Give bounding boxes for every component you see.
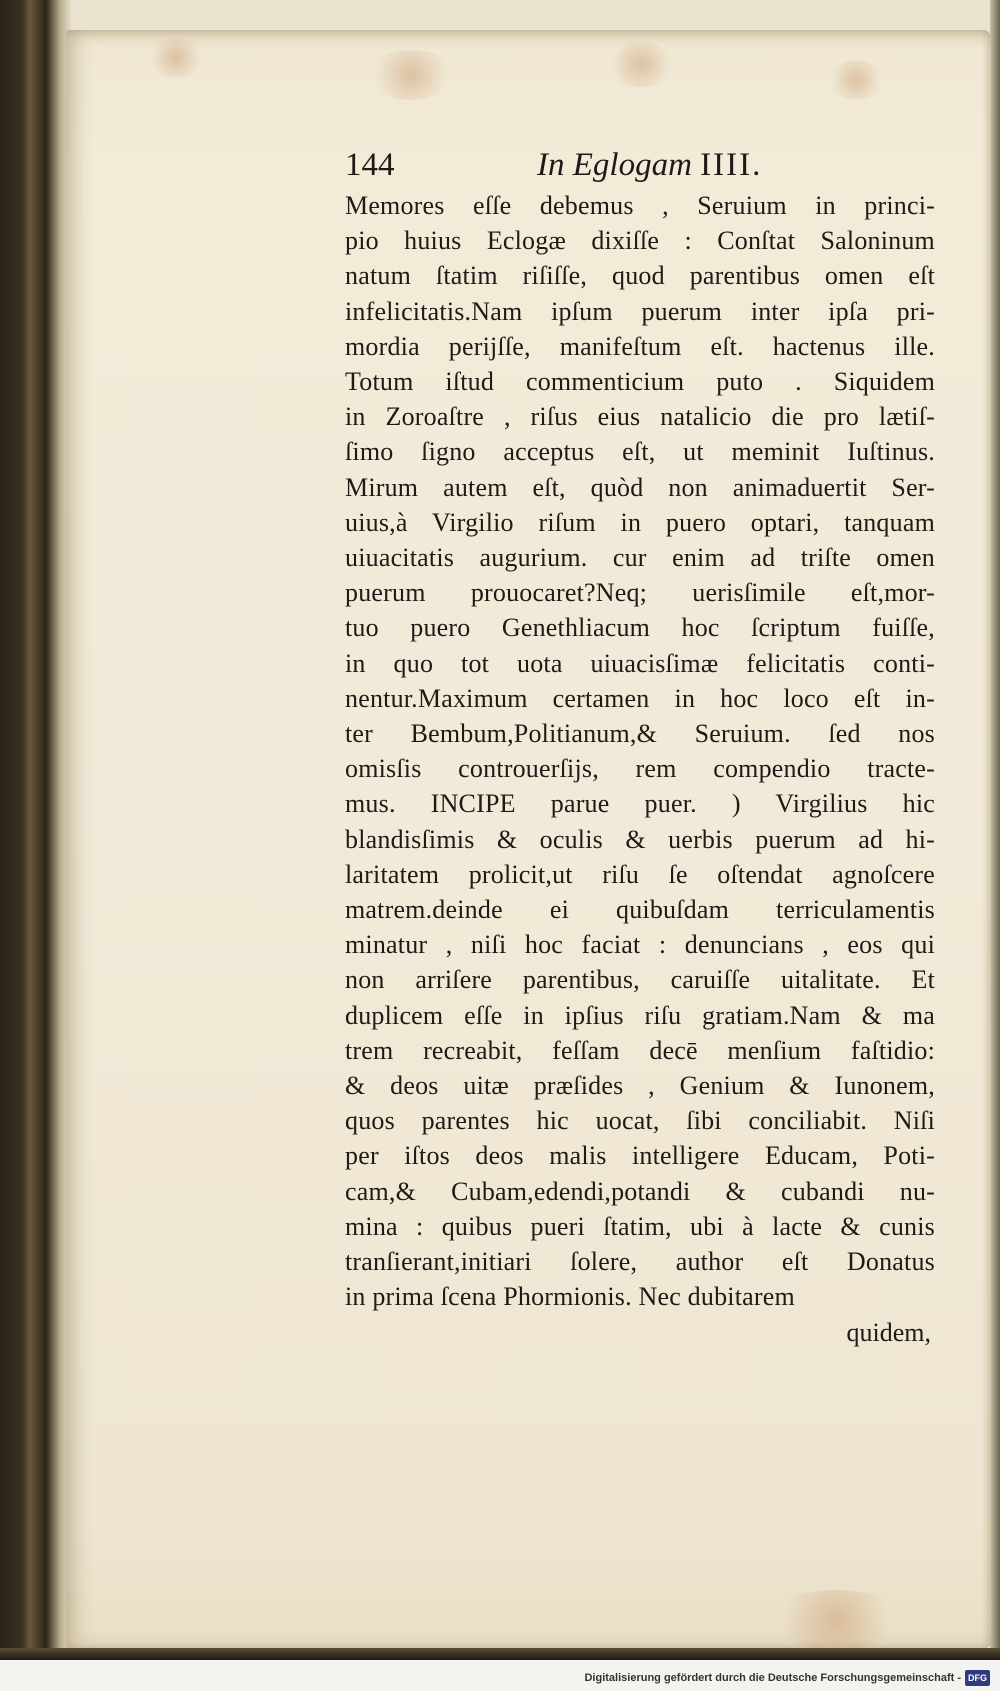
text-line: pio huius Eclogæ dixiſſe : Conſtat Saloninum xyxy=(345,226,935,256)
foxing-stain xyxy=(766,1590,906,1648)
text-line: quos parentes hic uocat, ſibi conciliabit. Niſi xyxy=(345,1106,935,1136)
dfg-logo: DFG xyxy=(965,1670,990,1686)
text-line: in quo tot uota uiuacisſimæ felicitatis conti- xyxy=(345,648,935,678)
text-line: in Zoroaſtre , riſus eius natalicio die pro lætiſ- xyxy=(345,402,935,432)
text-line: blandisſimis & oculis & uerbis puerum ad hi- xyxy=(345,824,935,854)
text-line: ſimo ſigno acceptus eſt, ut meminit Iuſtinus. xyxy=(345,437,935,467)
text-line: minatur , niſi hoc faciat : denuncians , eos qui xyxy=(345,930,935,960)
text-line: tuo puero Genethliacum hoc ſcriptum fuiſſe, xyxy=(345,613,935,643)
text-line: mordia perijſſe, manifeſtum eſt. hactenus ille. xyxy=(345,331,935,361)
text-line: tranſierant,initiari ſolere, author eſt Donatus xyxy=(345,1247,935,1277)
text-line: non arriſere parentibus, caruiſſe uitalitate. Et xyxy=(345,965,935,995)
text-line: in prima ſcena Phormionis. Nec dubitarem xyxy=(345,1282,795,1312)
text-line: puerum prouocaret?Neq; uerisſimile eſt,mor- xyxy=(345,578,935,608)
foxing-stain xyxy=(606,42,676,87)
body-text xyxy=(345,188,935,1315)
running-head xyxy=(345,142,935,188)
text-line: natum ſtatim riſiſſe, quod parentibus omen eſt xyxy=(345,261,935,291)
foxing-stain xyxy=(146,38,206,78)
text-line: ter Bembum,Politianum,& Seruium. ſed nos xyxy=(345,719,935,749)
text-line: per iſtos deos malis intelligere Educam, Poti- xyxy=(345,1141,935,1171)
book-right-edge xyxy=(990,0,1000,1660)
text-line: & deos uitæ præſides , Genium & Iunonem, xyxy=(345,1071,935,1101)
foxing-stain xyxy=(826,60,886,100)
catchword: quidem, xyxy=(846,1317,931,1347)
text-line: mus. INCIPE parue puer. ) Virgilius hic xyxy=(345,789,935,819)
running-title-numeral: IIII. xyxy=(700,147,763,183)
text-line: trem recreabit, feſſam decē menſium faſtidio: xyxy=(345,1035,935,1065)
running-title xyxy=(537,142,762,188)
text-line: uius,à Virgilio riſum in puero optari, tanquam xyxy=(345,507,935,537)
foxing-stain xyxy=(366,50,456,100)
text-line: nentur.Maximum certamen in hoc loco eſt in- xyxy=(345,683,935,713)
text-line: Mirum autem eſt, quòd non animaduertit Ser- xyxy=(345,472,935,502)
text-line: cam,& Cubam,edendi,potandi & cubandi nu- xyxy=(345,1176,935,1206)
book-bottom-edge xyxy=(0,1648,1000,1660)
digitization-credit xyxy=(0,1670,990,1686)
text-block xyxy=(345,142,935,1350)
text-line: Memores eſſe debemus , Seruium in princi- xyxy=(345,191,935,220)
text-line: laritatem prolicit,ut riſu ſe oſtendat agnoſcere xyxy=(345,859,935,889)
text-line: omisſis controuerſijs, rem compendio tracte- xyxy=(345,754,935,784)
text-line: mina : quibus pueri ſtatim, ubi à lacte & cunis xyxy=(345,1211,935,1241)
text-line: Totum iſtud commenticium puto . Siquidem xyxy=(345,367,935,397)
page-number: 144 xyxy=(345,147,395,183)
text-line: duplicem eſſe in ipſius riſu gratiam.Nam & ma xyxy=(345,1000,935,1030)
credit-text: Digitalisierung gefördert durch die Deutsche Forschungsgemeinschaft - xyxy=(584,1671,961,1684)
text-line: matrem.deinde ei quibuſdam terriculamentis xyxy=(345,895,935,925)
text-line: uiuacitatis augurium. cur enim ad triſte omen xyxy=(345,543,935,573)
text-line: infelicitatis.Nam ipſum puerum inter ipſa pri- xyxy=(345,296,935,326)
running-title-text: In Eglogam xyxy=(537,147,692,183)
